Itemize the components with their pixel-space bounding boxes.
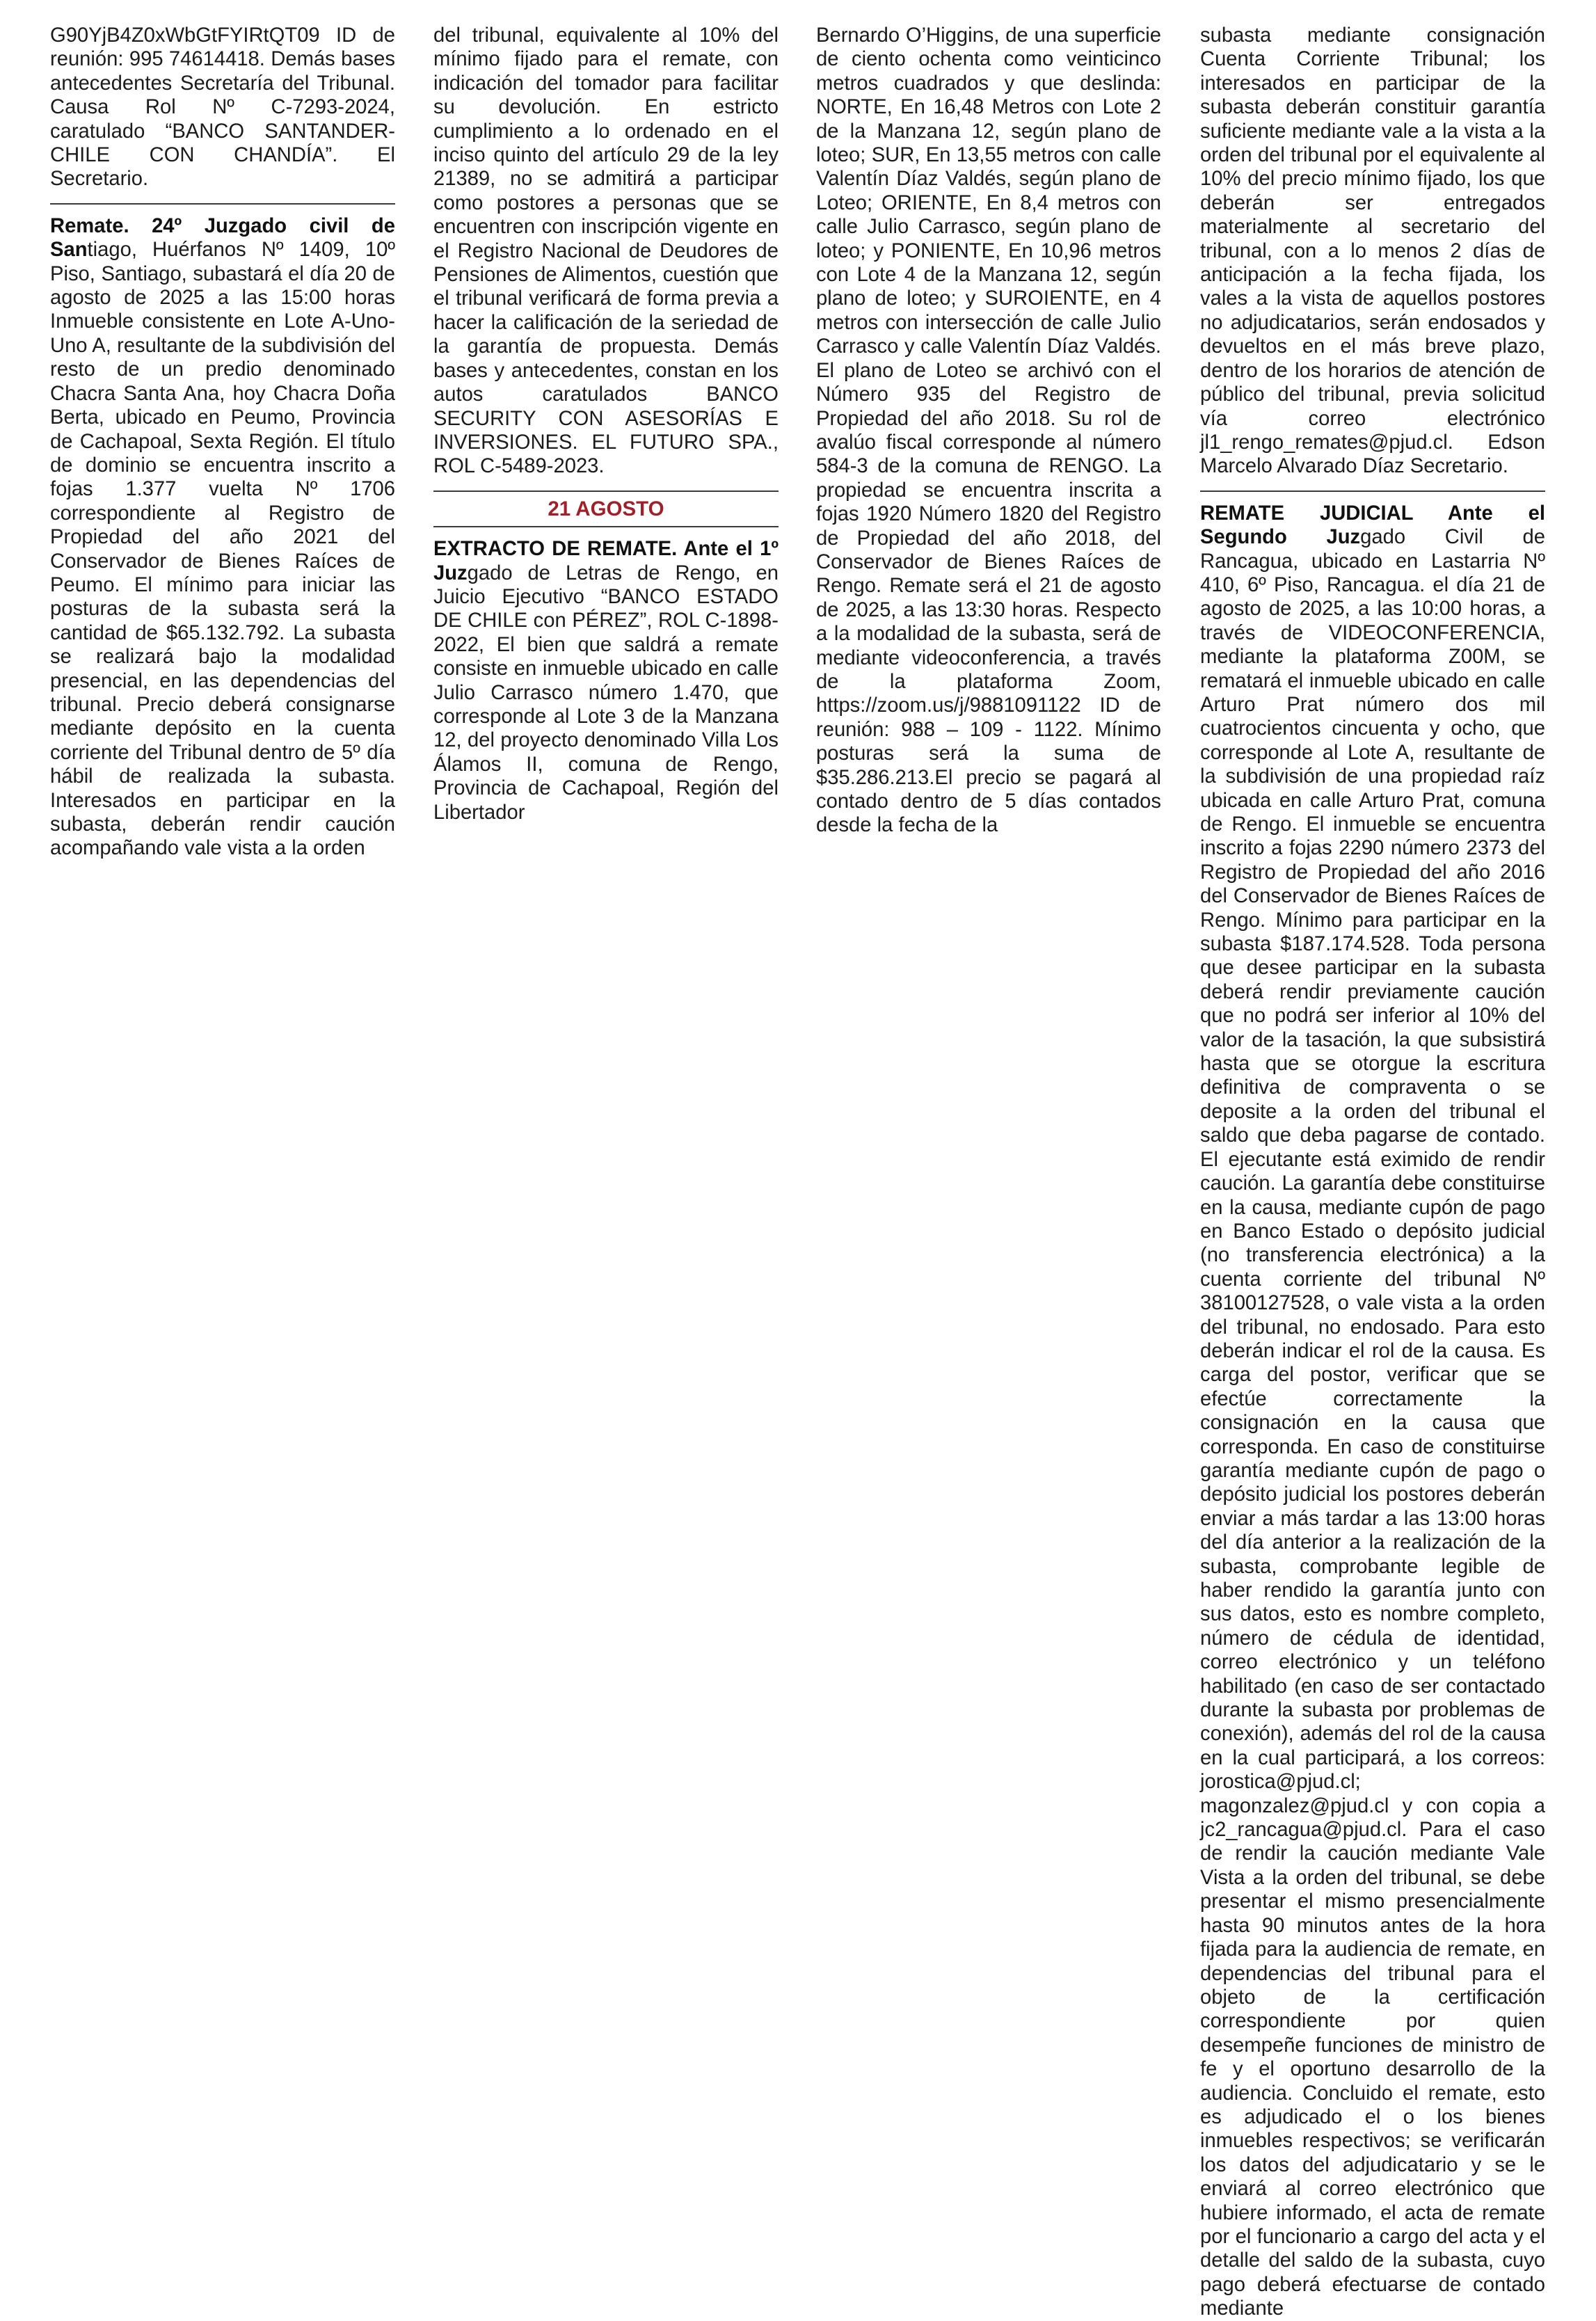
notice-body: Bernardo O’Higgins, de una superficie de ciento ochenta como veinticinco metros cuadrados y que deslinda: NORTE, En 16,48 Metros con Lote 2 de la Manzana 12, según plano de loteo; SUR, En 13,55 metros con calle Valentín Díaz Valdés, según plano de Loteo; ORIENTE, En 8,4 metros con calle Julio Carrasco, según plano de loteo; y PONIENTE, En 10,96 metros con Lote 4 de la Manzana 12, según plano de loteo; y SUROIENTE, en 4 metros con intersección de calle Julio Carrasco y calle Valentín Díaz Valdés. El plano de Loteo se archivó con el Número 935 del Registro de Propiedad del año 2018. Su rol de avalúo fiscal corresponde al número 584-3 de la comuna de RENGO. La propiedad se encuentra inscrita a fojas 1920 Número 1820 del Registro de Propiedad del año 2018, del Conservador de Bienes Raíces de Rengo. Remate será el 21 de agosto de 2025, a las 13:30 horas. Respecto a la modalidad de la subasta, será de mediante videoconferencia, a través de la plataforma Zoom, https://zoom.us/j/9881091122 ID de reunión: 988 – 109 - 1122. Mínimo posturas será la suma de $35.286.213.El precio se pagará al contado dentro de 5 días contados desde la fecha de la — [816, 24, 1161, 837]
date-section-label: 21 AGOSTO — [548, 497, 664, 520]
notice-paragraph — [1200, 24, 1545, 479]
notice-paragraph — [433, 24, 779, 479]
notice-body: tiago, Huérfanos Nº 1409, 10º Piso, Santiago, subastará el día 20 de agosto de 2025 a las 15:00 horas Inmueble consistente en Lote A-Uno-Uno A, resultante de la subdivisión del resto de un predio denominado Chacra Santa Ana, hoy Chacra Doña Berta, ubicado en Peumo, Provincia de Cachapoal, Sexta Región. El título de dominio se encuentra inscrito a fojas 1.377 vuelta Nº 1706 correspondiente al Registro de Propiedad del año 2021 del Conservador de Bienes Raíces de Peumo. El mínimo para iniciar las posturas de la subasta será la cantidad de $65.132.792. La subasta se realizará bajo la modalidad presencial, en las dependencias del tribunal. Precio deberá consignarse mediante depósito en la cuenta corriente del Tribunal dentro de 5º día hábil de realizada la subasta. Interesados en participar en la subasta, deberán rendir caución acompañando vale vista a la orden — [50, 239, 395, 860]
column-2 — [433, 24, 779, 824]
notice-paragraph — [50, 214, 395, 861]
column-3 — [816, 24, 1161, 838]
notice-paragraph — [816, 24, 1161, 838]
notice-body: gado de Letras de Rengo, en Juicio Ejecutivo “BANCO ESTADO DE CHILE con PÉREZ”, ROL C-1898-2022, El bien que saldrá a remate consiste en inmueble ubicado en calle Julio Carrasco número 1.470, que corresponde al Lote 3 de la Manzana 12, del proyecto denominado Villa Los Álamos II, comuna de Rengo, Provincia de Cachapoal, Región del Libertador — [433, 561, 779, 824]
column-1 — [50, 24, 395, 861]
date-section-header — [433, 490, 779, 527]
notice-lead: EXTRACTO DE REMATE. Ante el 1º Juz — [433, 538, 779, 584]
notice-body: del tribunal, equivalente al 10% del mínimo fijado para el remate, con indicación del tomador para facilitar su devolución. En estricto cumplimiento a lo ordenado en el inciso quinto del artículo 29 de la ley 21389, no se admitirá a participar como postores a personas que se encuentren con inscripción vigente en el Registro Nacional de Deudores de Pensiones de Alimentos, cuestión que el tribunal verificará de forma previa a hacer la calificación de la seriedad de la garantía de propuesta. Demás bases y antecedentes, constan en los autos caratulados BANCO SECURITY CON ASESORÍAS E INVERSIONES. EL FUTURO SPA., ROL C-5489-2023. — [433, 24, 779, 478]
notice-body: gado Civil de Rancagua, ubicado en Lastarria Nº 410, 6º Piso, Rancagua. el día 21 de agosto de 2025, a las 10:00 horas, a través de VIDEOCONFERENCIA, mediante la plataforma Z00M, se rematará el inmueble ubicado en calle Arturo Prat número dos mil cuatrocientos cincuenta y ocho, que corresponde al Lote A, resultante de la subdivisión de una propiedad raíz ubicada en calle Arturo Prat, comuna de Rengo. El inmueble se encuentra inscrito a fojas 2290 número 2373 del Registro de Propiedad del año 2016 del Conservador de Bienes Raíces de Rengo. Mínimo para participar en la subasta $187.174.528. Toda persona que desee participar en la subasta deberá rendir previamente caución que no podrá ser inferior al 10% del valor de la tasación, la que subsistirá hasta que se otorgue la escritura definitiva de compraventa o se deposite a la orden del tribunal el saldo que deba pagarse de contado. El ejecutante está eximido de rendir caución. La garantía debe constituirse en la causa, mediante cupón de pago en Banco Estado o depósito judicial (no transferencia electrónica) a la cuenta corriente del tribunal Nº 38100127528, o vale vista a la orden del tribunal, no endosado. Para esto deberán indicar el rol de la causa. Es carga del postor, verificar que se efectúe correctamente la consignación en la causa que corresponda. En caso de constituirse garantía mediante cupón de pago o depósito judicial los postores deberán enviar a más tardar a las 13:00 horas del día anterior a la realización de la subasta, comprobante legible de haber rendido la garantía junto con sus datos, esto es nombre completo, número de cédula de identidad, correo electrónico y un teléfono habilitado (en caso de ser contactado durante la subasta por problemas de conexión), además del rol de la causa en la cual participará, a los correos: jorostica@pjud.cl; magonzalez@pjud.cl y con copia a jc2_rancagua@pjud.cl. Para el caso de rendir la caución mediante Vale Vista a la orden del tribunal, se debe presentar el mismo presencialmente hasta 90 minutos antes de la hora fijada para la audiencia de remate, en dependencias del tribunal para el objeto de la certificación correspondiente por quien desempeñe funciones de ministro de fe y el oportuno desarrollo de la audiencia. Concluido el remate, esto es adjudicado el o los bienes inmuebles respectivos; se verificarán los datos del adjudicatario y se le enviará al correo electrónico que hubiere informado, el acta de remate por el funcionario a cargo del acta y el detalle del saldo de la subasta, cuyo pago deberá efectuarse de contado mediante — [1200, 526, 1545, 2320]
notice-body: subasta mediante consignación Cuenta Corriente Tribunal; los interesados en participar de la subasta deberán constituir garantía suficiente mediante vale a la vista a la orden del tribunal por el equivalente al 10% del precio mínimo fijado, los que deberán ser entregados materialmente al secretario del tribunal, con a lo menos 2 días de anticipación a la fecha fijada, los vales a la vista de aquellos postores no adjudicatarios, serán endosados y devueltos en el más breve plazo, dentro de los horarios de atención de público del tribunal, previa solicitud vía correo electrónico jl1_rengo_remates@pjud.cl. Edson Marcelo Alvarado Díaz Secretario. — [1200, 24, 1545, 478]
column-4 — [1200, 24, 1545, 2321]
notice-paragraph — [433, 537, 779, 824]
notice-divider — [50, 203, 395, 205]
notice-divider — [1200, 490, 1545, 492]
notice-lead: REMATE JUDICIAL Ante el Segundo Juz — [1200, 502, 1545, 549]
notice-paragraph — [50, 24, 395, 191]
notice-body: G90YjB4Z0xWbGtFYIRtQT09 ID de reunión: 995 74614418. Demás bases antecedentes Secretaría del Tribunal. Causa Rol Nº C-7293-2024, caratulado “BANCO SANTANDER-CHILE CON CHANDÍA”. El Secretario. — [50, 24, 395, 191]
notice-paragraph — [1200, 502, 1545, 2321]
notice-lead: Remate. 24º Juzgado civil de San — [50, 214, 395, 262]
